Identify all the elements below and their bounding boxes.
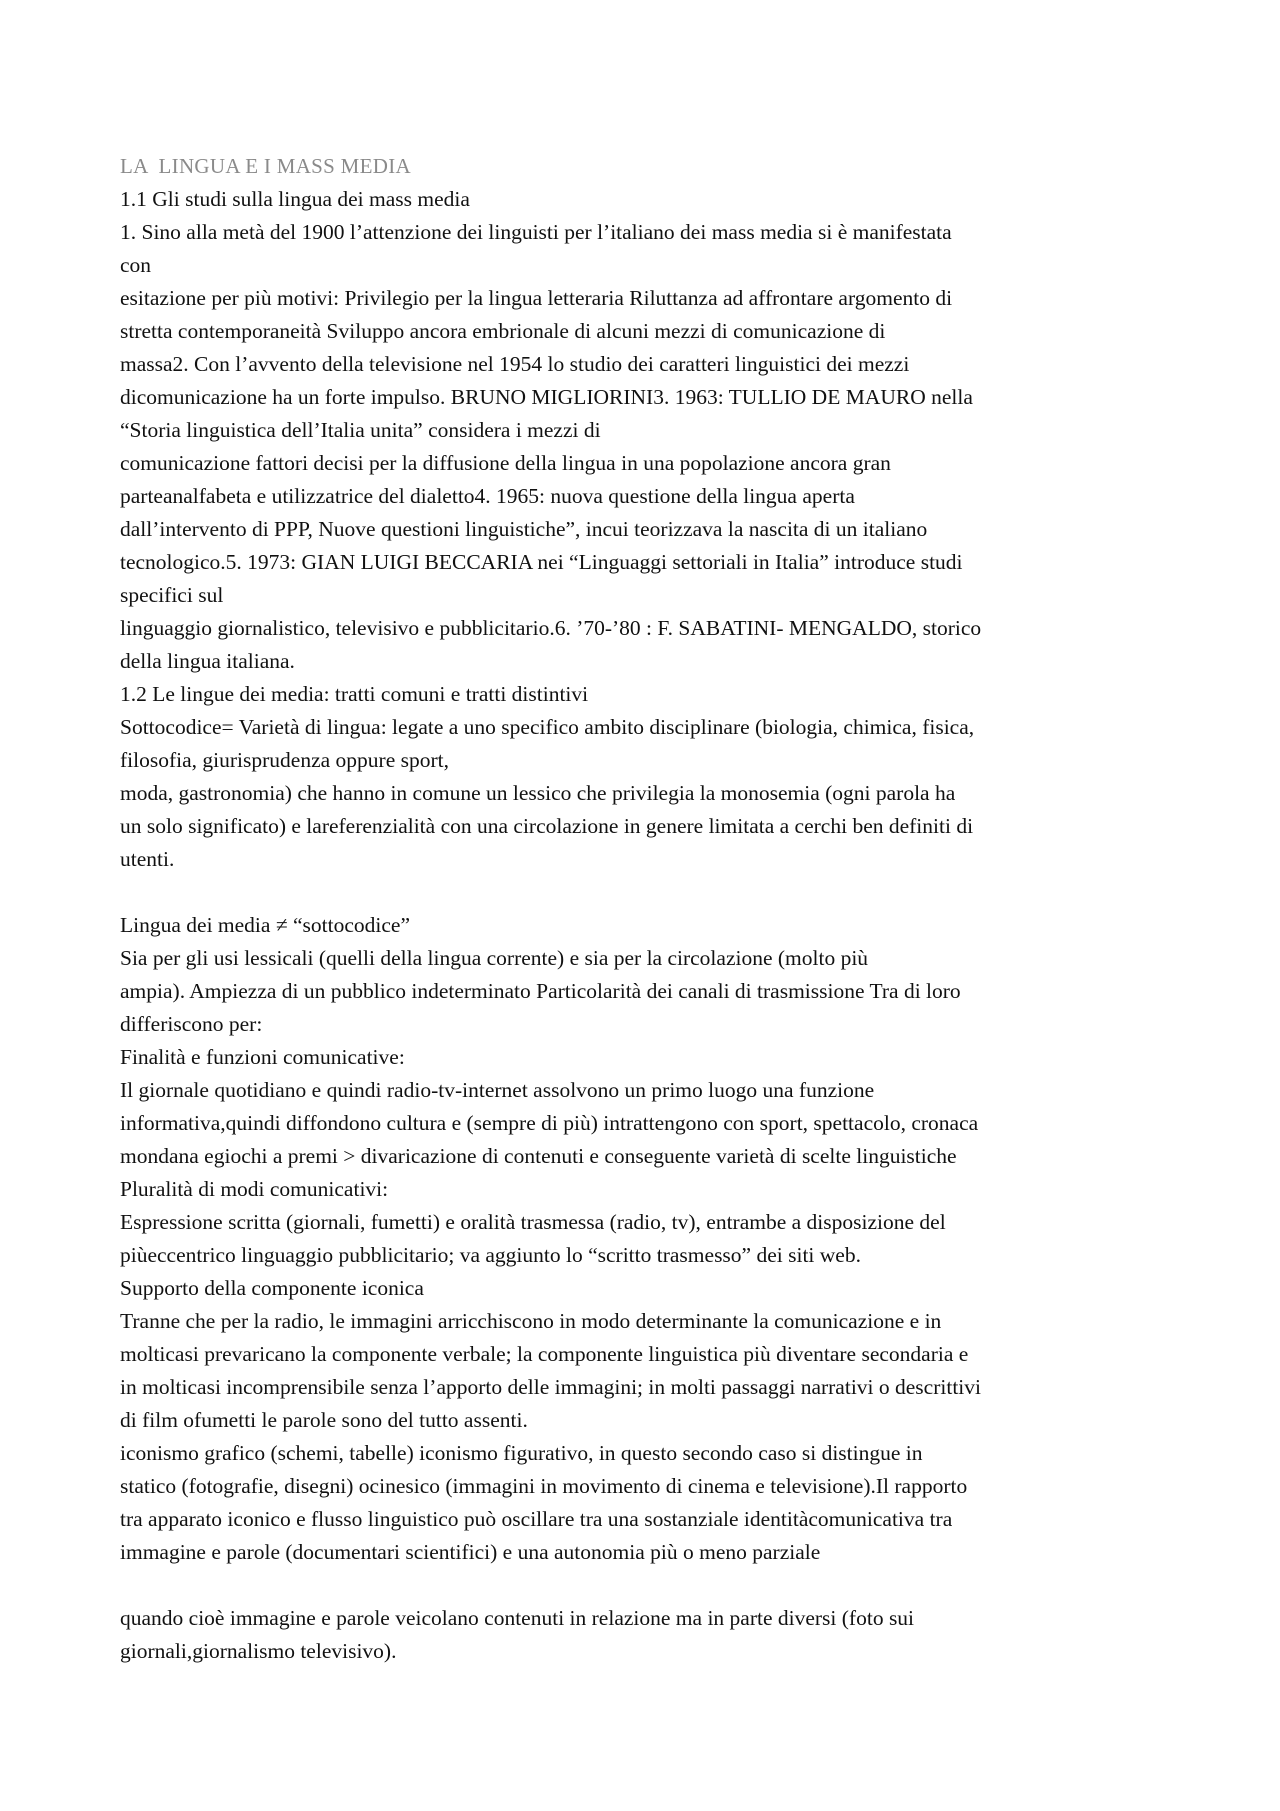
text-line: piùeccentrico linguaggio pubblicitario; va aggiunto lo “scritto trasmesso” dei siti web. [120, 1243, 861, 1267]
text-line: in molticasi incomprensibile senza l’apporto delle immagini; in molti passaggi narrativi o descrittivi [120, 1375, 981, 1399]
text-line: immagine e parole (documentari scientifici) e una autonomia più o meno parziale [120, 1540, 821, 1564]
blank-line [120, 1569, 1170, 1602]
text-line: comunicazione fattori decisi per la diffusione della lingua in una popolazione ancora gran [120, 451, 891, 475]
text-line: molticasi prevaricano la componente verbale; la componente linguistica più diventare secondaria e [120, 1342, 969, 1366]
text-line: ampia). Ampiezza di un pubblico indeterminato Particolarità dei canali di trasmissione Tra di loro [120, 979, 961, 1003]
text-line: moda, gastronomia) che hanno in comune un lessico che privilegia la monosemia (ogni parola ha [120, 781, 956, 805]
text-line: giornali,giornalismo televisivo). [120, 1639, 397, 1663]
text-line: differiscono per: [120, 1012, 263, 1036]
text-line: tecnologico.5. 1973: GIAN LUIGI BECCARIA nei “Linguaggi settoriali in Italia” introduce studi [120, 550, 963, 574]
text-line: “Storia linguistica dell’Italia unita” considera i mezzi di [120, 418, 601, 442]
text-line: massa2. Con l’avvento della televisione nel 1954 lo studio dei caratteri linguistici dei mezzi [120, 352, 910, 376]
text-line: stretta contemporaneità Sviluppo ancora embrionale di alcuni mezzi di comunicazione di [120, 319, 886, 343]
text-block-3 [120, 1602, 1170, 1668]
text-block-1 [120, 183, 1170, 876]
text-line: Supporto della componente iconica [120, 1276, 424, 1300]
text-line: quando cioè immagine e parole veicolano contenuti in relazione ma in parte diversi (foto sui [120, 1606, 915, 1630]
text-line: di film ofumetti le parole sono del tutto assenti. [120, 1408, 528, 1432]
text-line: Finalità e funzioni comunicative: [120, 1045, 405, 1069]
text-line: Sottocodice= Varietà di lingua: legate a uno specifico ambito disciplinare (biologia, chimica, fisica, [120, 715, 975, 739]
text-line: dall’intervento di PPP, Nuove questioni linguistiche”, incui teorizzava la nascita di un italiano [120, 517, 928, 541]
blank-line [120, 876, 1170, 909]
text-line: 1. Sino alla metà del 1900 l’attenzione dei linguisti per l’italiano dei mass media si è manifestata [120, 220, 952, 244]
text-line: mondana egiochi a premi > divaricazione di contenuti e conseguente varietà di scelte linguistiche [120, 1144, 957, 1168]
text-line: informativa,quindi diffondono cultura e (sempre di più) intrattengono con sport, spettacolo, cronaca [120, 1111, 979, 1135]
text-line: Sia per gli usi lessicali (quelli della lingua corrente) e sia per la circolazione (molto più [120, 946, 869, 970]
text-line: con [120, 253, 152, 277]
text-line: esitazione per più motivi: Privilegio per la lingua letteraria Riluttanza ad affrontare argomento di [120, 286, 953, 310]
text-block-2 [120, 909, 1170, 1569]
text-line: statico (fotografie, disegni) ocinesico (immagini in movimento di cinema e televisione).Il rapporto [120, 1474, 968, 1498]
text-line: dicomunicazione ha un forte impulso. BRUNO MIGLIORINI3. 1963: TULLIO DE MAURO nella [120, 385, 973, 409]
text-line: Lingua dei media ≠ “sottocodice” [120, 913, 410, 937]
text-line: tra apparato iconico e flusso linguistico può oscillare tra una sostanziale identitàcomunicativa tra [120, 1507, 953, 1531]
text-line: iconismo grafico (schemi, tabelle) iconismo figurativo, in questo secondo caso si distingue in [120, 1441, 923, 1465]
text-line: linguaggio giornalistico, televisivo e pubblicitario.6. ’70-’80 : F. SABATINI- MENGALDO, storico [120, 616, 982, 640]
document-page [120, 150, 1170, 1668]
document-title: LA LINGUA E I MASS MEDIA [120, 154, 411, 178]
text-line: specifici sul [120, 583, 224, 607]
text-line: utenti. [120, 847, 175, 871]
text-line: 1.1 Gli studi sulla lingua dei mass media [120, 187, 470, 211]
text-line: parteanalfabeta e utilizzatrice del dialetto4. 1965: nuova questione della lingua aperta [120, 484, 855, 508]
text-line: Il giornale quotidiano e quindi radio-tv-internet assolvono un primo luogo una funzione [120, 1078, 875, 1102]
text-line: un solo significato) e lareferenzialità con una circolazione in genere limitata a cerchi ben definiti di [120, 814, 974, 838]
text-line: filosofia, giurisprudenza oppure sport, [120, 748, 449, 772]
text-line: 1.2 Le lingue dei media: tratti comuni e tratti distintivi [120, 682, 589, 706]
text-line: Pluralità di modi comunicativi: [120, 1177, 389, 1201]
text-line: Espressione scritta (giornali, fumetti) e oralità trasmessa (radio, tv), entrambe a disposizione del [120, 1210, 946, 1234]
text-line: della lingua italiana. [120, 649, 295, 673]
text-line: Tranne che per la radio, le immagini arricchiscono in modo determinante la comunicazione e in [120, 1309, 942, 1333]
